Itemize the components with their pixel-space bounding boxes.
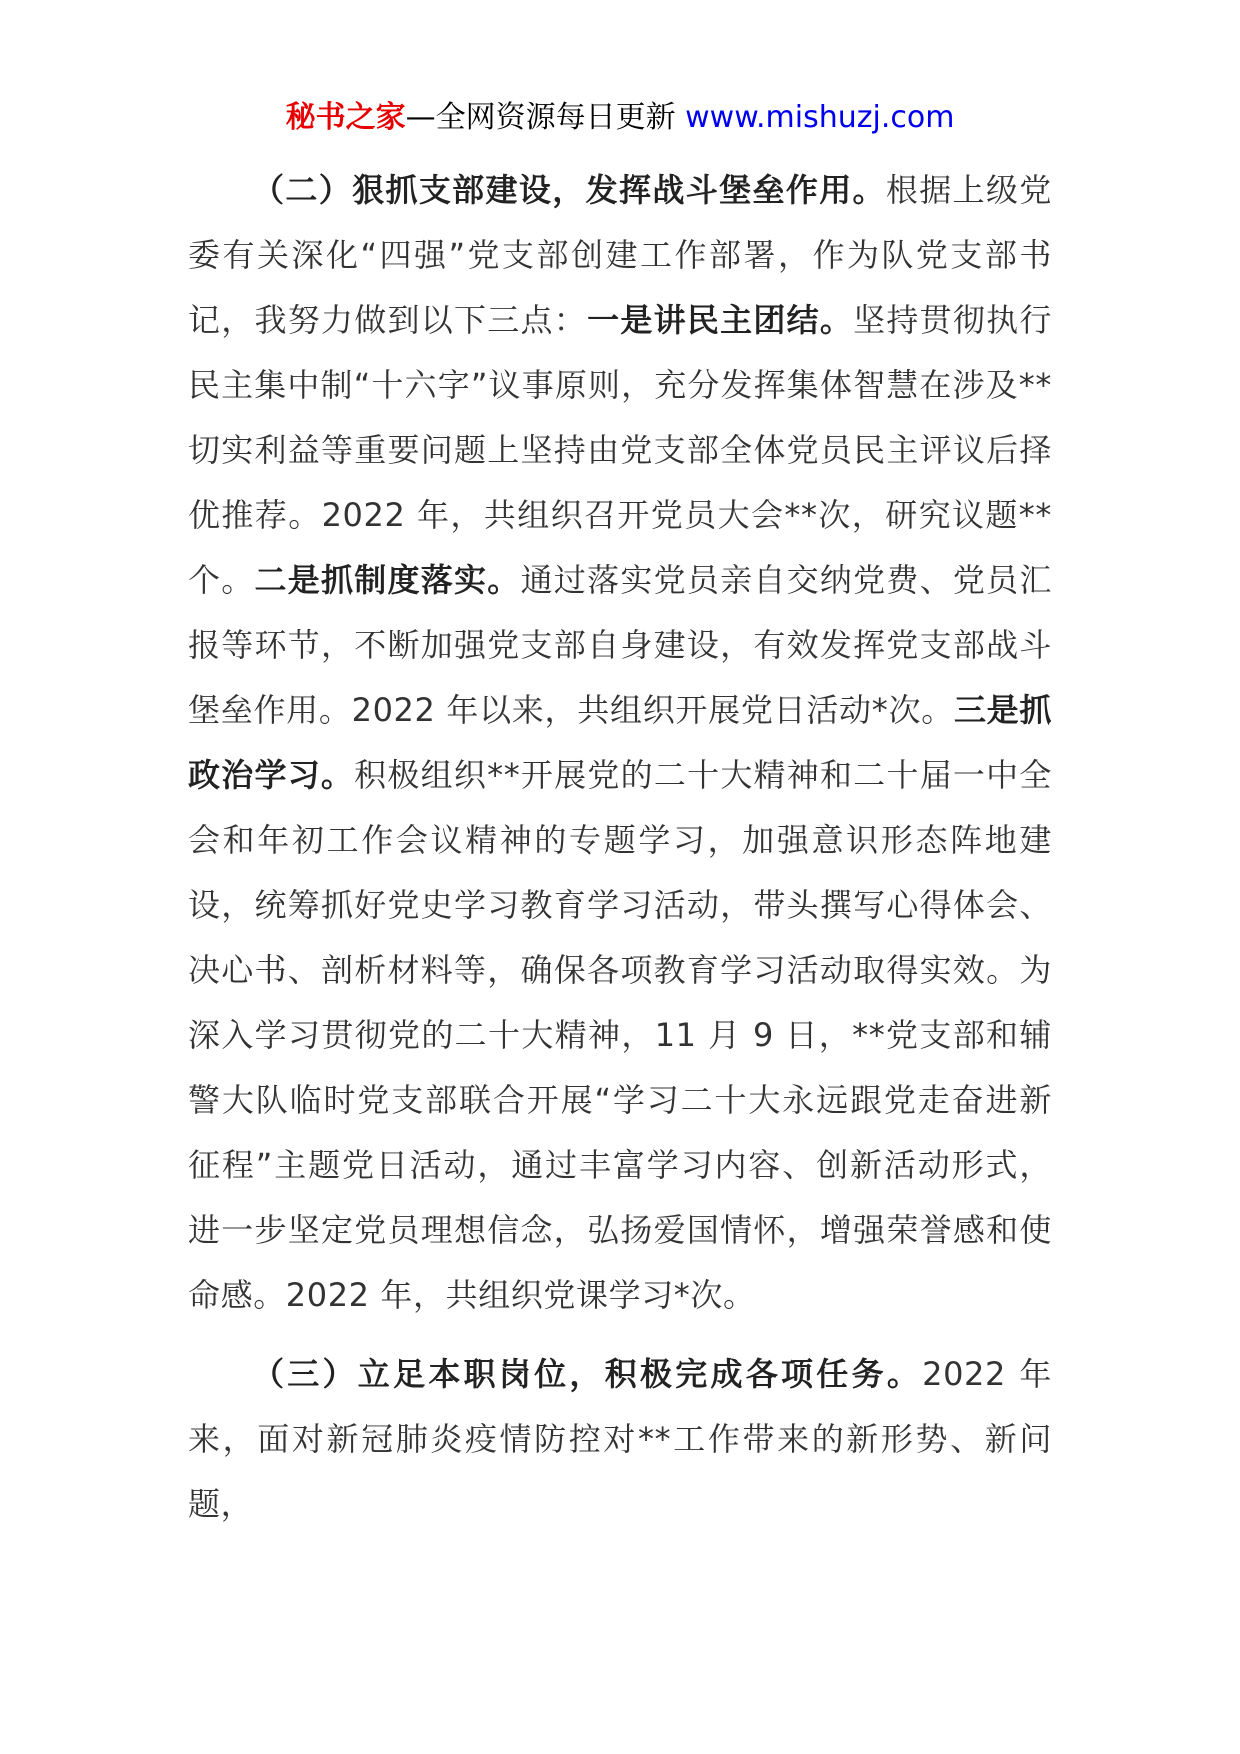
point-title-2: 二是抓制度落实。 — [254, 561, 521, 599]
point-title-1: 一是讲民主团结。 — [587, 301, 854, 339]
point-text-2: 通过落实党员亲自交纳党费、党员汇报等环节，不断加强党支部自身建设，有效发挥党支部战斗堡垒作用。2022 年以来，共组织开展党日活动*次。 — [188, 561, 1052, 729]
point-title-3: 三是抓政治学习。 — [188, 691, 1052, 794]
paragraph-branch-building — [188, 158, 1052, 1328]
point-text-1: 坚持贯彻执行民主集中制“十六字”议事原则，充分发挥集体智慧在涉及**切实利益等重要问题上坚持由党支部全体党员民主评议后择优推荐。2022 年，共组织召开党员大会**次，研究议题**个。 — [188, 301, 1052, 599]
site-header — [0, 98, 1240, 138]
section-heading-2: （二）狠抓支部建设，发挥战斗堡垒作用。 — [252, 171, 886, 209]
point-text-3: 积极组织**开展党的二十大精神和二十届一中全会和年初工作会议精神的专题学习，加强意识形态阵地建设，统筹抓好党史学习教育学习活动，带头撰写心得体会、决心书、剖析材料等，确保各项教育学习活动取得实效。为深入学习贯彻党的二十大精神，11 月 9 日，**党支部和辅警大队临时党支部联合开展“学习二十大永远跟党走奋进新征程”主题党日活动，通过丰富学习内容、创新活动形式，进一步坚定党员理想信念，弘扬爱国情怀，增强荣誉感和使命感。2022 年，共组织党课学习*次。 — [188, 756, 1052, 1314]
site-brand: 秘书之家 — [285, 100, 406, 135]
paragraph-duties — [188, 1342, 1052, 1537]
paragraph-text: 根据上级党委有关深化“四强”党支部创建工作部署，作为队党支部书记，我努力做到以下三点： — [188, 171, 1052, 339]
site-tagline: —全网资源每日更新 — [405, 100, 676, 135]
paragraph-text: 2022 年来，面对新冠肺炎疫情防控对**工作带来的新形势、新问题， — [188, 1355, 1052, 1523]
section-heading-3: （三）立足本职岗位，积极完成各项任务。 — [252, 1355, 923, 1393]
site-url-link[interactable]: www.mishuzj.com — [685, 100, 955, 135]
document-body — [188, 158, 1052, 1537]
